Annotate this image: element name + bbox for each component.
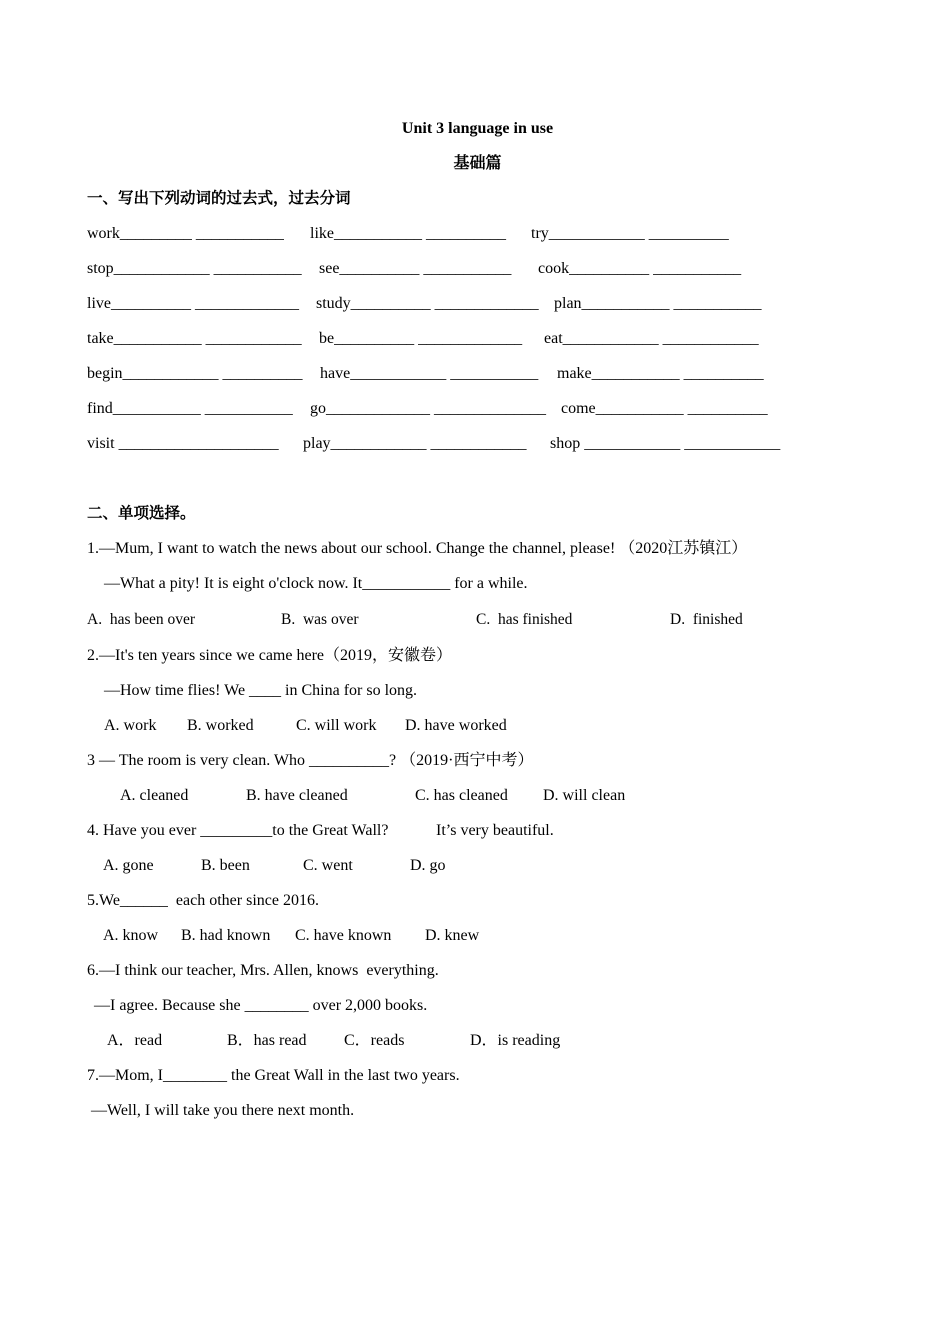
question-2-option-c: C. will work bbox=[296, 717, 377, 734]
question-6-stem: 6.—I think our teacher, Mrs. Allen, knows everything. bbox=[87, 962, 439, 979]
question-1-option-b: B. was over bbox=[281, 611, 359, 628]
question-5-option-d: D. knew bbox=[425, 927, 480, 944]
question-4-option-a: A. gone bbox=[103, 857, 154, 874]
question-1-option-d: D. finished bbox=[670, 611, 743, 628]
question-2-option-b: B. worked bbox=[187, 717, 254, 734]
question-4-option-c: C. went bbox=[303, 857, 353, 874]
verb-cell: work_________ ___________ bbox=[87, 225, 284, 242]
verb-cell: cook__________ ___________ bbox=[538, 260, 742, 277]
question-3-option-b: B. have cleaned bbox=[246, 787, 348, 804]
question-2-line2: —How time flies! We ____ in China for so long. bbox=[104, 682, 418, 699]
verb-cell: eat____________ ____________ bbox=[544, 330, 759, 347]
question-4-stem: 4. Have you ever _________to the Great Wall? bbox=[87, 822, 389, 839]
question-5-option-c: C. have known bbox=[295, 927, 392, 944]
section-1-heading: 一、写出下列动词的过去式，过去分词 bbox=[87, 189, 351, 207]
question-6-line2: —I agree. Because she ________ over 2,000 books. bbox=[94, 997, 428, 1014]
verb-cell: visit ____________________ bbox=[87, 435, 279, 452]
question-4-option-d: D. go bbox=[410, 857, 446, 874]
question-4-option-b: B. been bbox=[201, 857, 250, 874]
question-2-option-d: D. have worked bbox=[405, 717, 507, 734]
question-3-option-a: A. cleaned bbox=[120, 787, 189, 804]
verb-cell: be__________ _____________ bbox=[319, 330, 523, 347]
question-5-option-b: B. had known bbox=[181, 927, 271, 944]
question-3-stem: 3 — The room is very clean. Who __________? （2019·西宁中考） bbox=[87, 752, 534, 769]
question-6-option-d: D．is reading bbox=[470, 1032, 561, 1049]
question-1-option-a: A. has been over bbox=[87, 611, 196, 628]
question-7-line2: —Well, I will take you there next month. bbox=[91, 1102, 355, 1119]
question-2-option-a: A. work bbox=[104, 717, 157, 734]
verb-cell: see__________ ___________ bbox=[319, 260, 512, 277]
question-4-tail: It’s very beautiful. bbox=[436, 822, 554, 839]
question-1-line2: —What a pity! It is eight o'clock now. It___________ for a while. bbox=[104, 575, 528, 592]
verb-cell: make___________ __________ bbox=[557, 365, 764, 382]
question-7-stem: 7.—Mom, I________ the Great Wall in the last two years. bbox=[87, 1067, 460, 1084]
page-title: Unit 3 language in use bbox=[401, 120, 554, 137]
verb-cell: have____________ ___________ bbox=[320, 365, 539, 382]
page-subtitle: 基础篇 bbox=[453, 153, 502, 172]
verb-cell: take___________ ____________ bbox=[87, 330, 302, 347]
question-3-option-d: D. will clean bbox=[543, 787, 626, 804]
verb-cell: play____________ ____________ bbox=[303, 435, 527, 452]
verb-cell: stop____________ ___________ bbox=[87, 260, 302, 277]
question-6-option-a: A．read bbox=[107, 1032, 163, 1049]
verb-cell: live__________ _____________ bbox=[87, 295, 299, 312]
question-5-stem: 5.We______ each other since 2016. bbox=[87, 892, 319, 909]
question-6-option-b: B．has read bbox=[227, 1032, 307, 1049]
question-6-option-c: C．reads bbox=[344, 1032, 405, 1049]
section-2-heading: 二、单项选择。 bbox=[87, 504, 196, 522]
question-2-stem: 2.—It's ten years since we came here（2019，安徽卷） bbox=[87, 647, 453, 664]
verb-cell: come___________ __________ bbox=[561, 400, 768, 417]
verb-cell: like___________ __________ bbox=[310, 225, 506, 242]
verb-cell: plan___________ ___________ bbox=[554, 295, 762, 312]
question-5-option-a: A. know bbox=[103, 927, 159, 944]
verb-cell: find___________ ___________ bbox=[87, 400, 293, 417]
verb-cell: begin____________ __________ bbox=[87, 365, 303, 382]
question-3-option-c: C. has cleaned bbox=[415, 787, 508, 804]
verb-cell: go_____________ ______________ bbox=[310, 400, 546, 417]
question-1-option-c: C. has finished bbox=[476, 611, 573, 628]
verb-cell: study__________ _____________ bbox=[316, 295, 539, 312]
verb-cell: shop ____________ ____________ bbox=[550, 435, 781, 452]
question-1-stem: 1.—Mum, I want to watch the news about our school. Change the channel, please! （2020江苏镇江） bbox=[87, 540, 748, 557]
verb-cell: try____________ __________ bbox=[531, 225, 729, 242]
